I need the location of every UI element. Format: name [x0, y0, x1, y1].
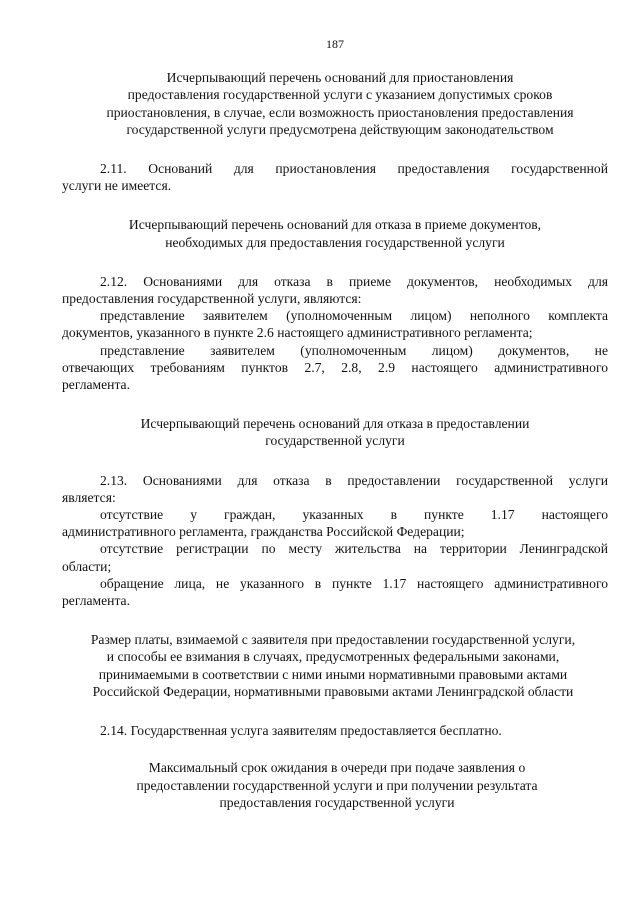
heading-line: Размер платы, взимаемой с заявителя при предоставлении государственной услуги, — [90, 632, 576, 648]
paragraph-line: 2.13. Основаниями для отказа в предоставлении государственной услуги — [100, 472, 608, 488]
heading-line: Исчерпывающий перечень оснований для отказа в приеме документов, — [128, 217, 542, 233]
paragraph-2-14: 2.14. Государственная услуга заявителям предоставляется бесплатно. — [100, 723, 502, 739]
list-item-line: отвечающих требованиям пунктов 2.7, 2.8, 2.9 настоящего административного — [62, 359, 608, 375]
heading-line: предоставлении государственной услуги и при получении результата — [136, 777, 538, 793]
heading-line: Максимальный срок ожидания в очереди при подаче заявления о — [148, 760, 526, 776]
heading-line: и способы ее взимания в случаях, предусмотренных федеральными законами, — [106, 649, 560, 665]
paragraph-line: 2.11. Оснований для приостановления предоставления государственной — [100, 161, 608, 177]
paragraph-2-12 — [62, 273, 608, 393]
heading-queue-time — [54, 759, 620, 811]
heading-line: Исчерпывающий перечень оснований для отказа в предоставлении — [140, 416, 530, 432]
paragraph-line: 2.12. Основаниями для отказа в приеме документов, необходимых для — [100, 273, 608, 289]
list-item-line: представление заявителем (уполномоченным лицом) неполного комплекта — [100, 308, 608, 324]
paragraph-2-13 — [62, 472, 608, 610]
heading-line: приостановления, в случае, если возможность приостановления предоставления — [106, 104, 574, 120]
list-item-line: обращение лица, не указанного в пункте 1.17 настоящего административного — [100, 575, 608, 591]
list-item-line: отсутствие регистрации по месту жительства на территории Ленинградской — [100, 541, 608, 557]
heading-line: предоставления государственной услуги с указанием допустимых сроков — [127, 87, 553, 103]
heading-refusal-service — [62, 415, 608, 449]
heading-line: государственной услуги предусмотрена действующим законодательством — [126, 121, 554, 137]
page-number: 187 — [326, 37, 344, 51]
heading-line: Российской Федерации, нормативными правовыми актами Ленинградской области — [92, 683, 574, 699]
heading-line: государственной услуги — [265, 433, 405, 449]
list-item-line: представление заявителем (уполномоченным лицом) документов, не — [100, 342, 608, 358]
list-item-line: регламента. — [62, 377, 130, 393]
heading-fee — [50, 631, 616, 700]
paragraph-2-11 — [62, 160, 608, 194]
list-item-line: административного регламента, гражданства Российской Федерации; — [62, 524, 465, 540]
paragraph-line: предоставления государственной услуги, являются: — [62, 291, 362, 307]
list-item-line: документов, указанного в пункте 2.6 настоящего административного регламента; — [62, 325, 533, 341]
paragraph-line: услуги не имеется. — [62, 178, 172, 194]
heading-refusal-accept-documents — [62, 216, 608, 250]
list-item-line: регламента. — [62, 593, 130, 609]
list-item-line: области; — [62, 558, 112, 574]
heading-suspension-grounds — [62, 69, 608, 138]
heading-line: необходимых для предоставления государственной услуги — [165, 234, 505, 250]
heading-line: Исчерпывающий перечень оснований для приостановления — [166, 70, 514, 86]
heading-line: предоставления государственной услуги — [219, 794, 455, 810]
heading-line: принимаемыми в соответствии с ними иными нормативными правовыми актами — [98, 666, 568, 682]
list-item-line: отсутствие у граждан, указанных в пункте 1.17 настоящего — [100, 507, 608, 523]
paragraph-line: является: — [62, 489, 116, 505]
